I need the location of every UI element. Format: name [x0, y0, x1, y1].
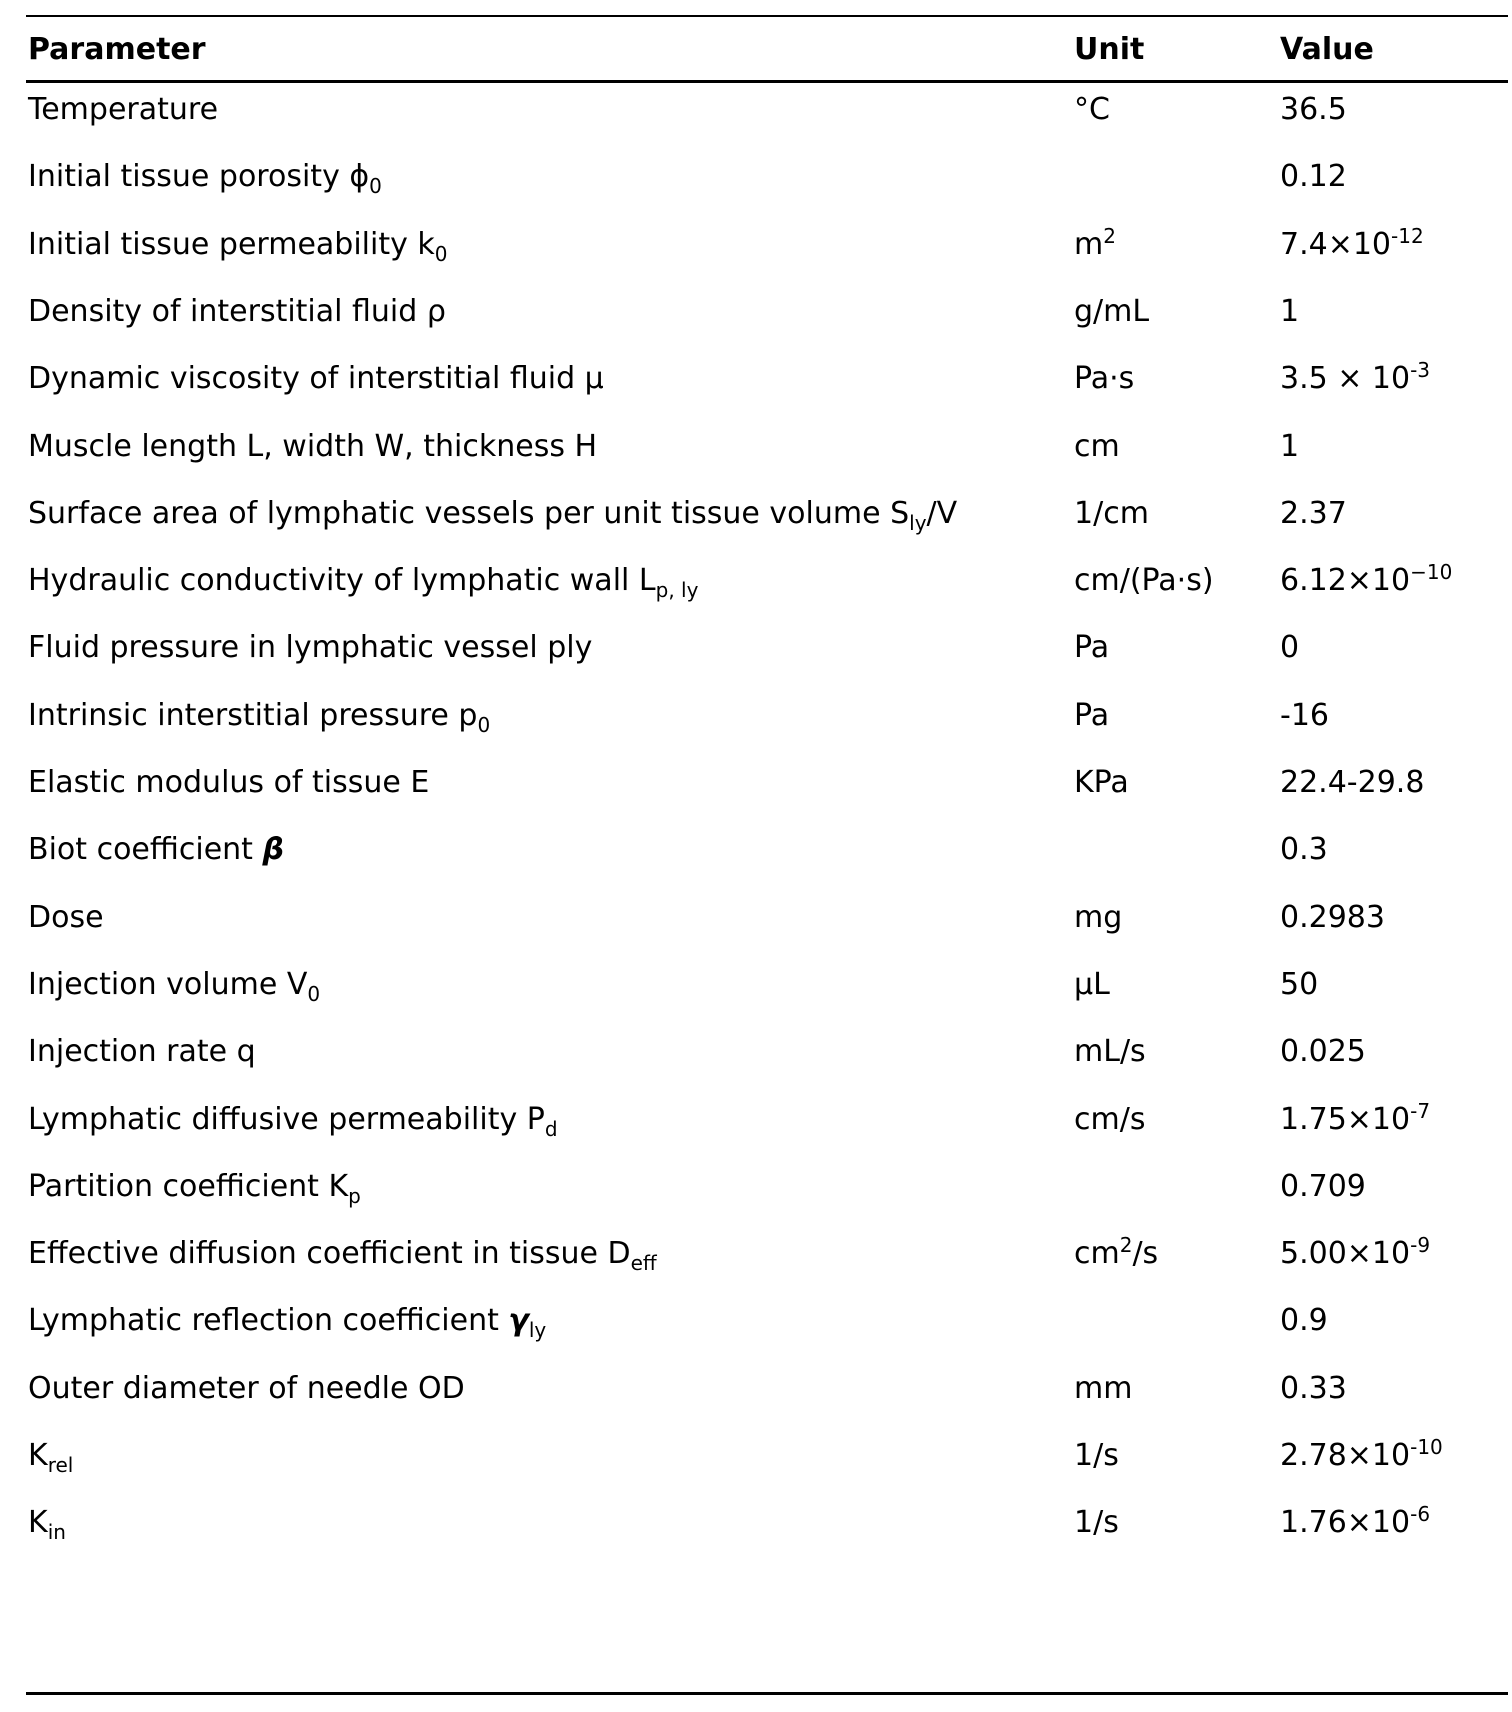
unit-cell — [1074, 1426, 1119, 1486]
parameter-label: Outer diameter of needle OD — [28, 1370, 465, 1406]
unit-cell — [1074, 282, 1149, 342]
unit-text: 1/cm — [1074, 495, 1149, 531]
table-row — [26, 753, 1508, 813]
value-cell — [1280, 888, 1385, 948]
value-cell — [1280, 820, 1328, 880]
unit-superscript: 2 — [1119, 1233, 1133, 1258]
value-exponent: -12 — [1391, 223, 1424, 248]
value-text: 50 — [1280, 966, 1319, 1002]
parameter-cell — [28, 1157, 361, 1217]
value-cell — [1280, 1359, 1347, 1419]
header-value: Value — [1280, 32, 1374, 67]
value-cell — [1280, 618, 1299, 678]
parameter-cell — [28, 147, 382, 207]
unit-text: mg — [1074, 899, 1123, 935]
unit-text: KPa — [1074, 765, 1129, 800]
value-text: 22.4-29.8 — [1280, 765, 1425, 800]
parameter-label: Dose — [28, 899, 104, 935]
value-exponent: -10 — [1410, 1435, 1443, 1459]
parameter-cell — [28, 551, 698, 611]
table-row — [26, 820, 1508, 880]
value-cell — [1280, 282, 1299, 342]
table-top-rule — [26, 15, 1508, 17]
unit-superscript: 2 — [1103, 223, 1116, 248]
value-cell — [1280, 1426, 1443, 1486]
table-row — [26, 1291, 1508, 1351]
unit-cell — [1074, 753, 1129, 813]
unit-cell — [1074, 484, 1149, 544]
value-text: 36.5 — [1280, 92, 1347, 127]
parameter-label: Density of interstitial fluid ρ — [28, 293, 446, 329]
parameter-cell — [28, 282, 446, 342]
parameter-label: Effective diffusion coefficient in tissue D — [28, 1236, 631, 1272]
parameter-label: Muscle length L, width W, thickness H — [28, 428, 598, 464]
unit-text: 1/s — [1074, 1505, 1119, 1541]
value-cell — [1280, 1493, 1430, 1553]
parameter-label: Surface area of lymphatic vessels per unit tissue volume S — [28, 495, 910, 531]
value-text: 5.00×10 — [1280, 1236, 1411, 1272]
parameter-cell — [28, 1224, 657, 1284]
value-cell — [1280, 1022, 1366, 1082]
parameter-cell — [28, 1090, 558, 1150]
value-cell — [1280, 1090, 1430, 1150]
unit-text: mL/s — [1074, 1034, 1146, 1070]
unit-text: Pa — [1074, 697, 1110, 733]
unit-text: Pa·s — [1074, 361, 1135, 397]
value-cell — [1280, 147, 1347, 207]
parameter-label: Fluid pressure in lymphatic vessel ply — [28, 630, 593, 666]
parameter-subscript: ly — [528, 1318, 547, 1343]
value-cell — [1280, 686, 1329, 746]
unit-cell — [1074, 80, 1110, 140]
table-row — [26, 147, 1508, 207]
parameter-cell — [28, 1426, 73, 1486]
unit-text: mm — [1074, 1370, 1133, 1406]
table-row — [26, 484, 1508, 544]
value-cell — [1280, 955, 1318, 1015]
parameter-cell — [28, 1359, 465, 1419]
table-row — [26, 1022, 1508, 1082]
value-cell — [1280, 484, 1347, 544]
parameter-cell — [28, 215, 448, 275]
value-text: 0.025 — [1280, 1034, 1366, 1070]
parameter-cell — [28, 1291, 546, 1351]
value-text: 3.5 × 10 — [1280, 361, 1411, 397]
table-row — [26, 955, 1508, 1015]
unit-cell — [1074, 1224, 1158, 1284]
unit-text: cm/s — [1074, 1101, 1146, 1137]
parameter-subscript: 0 — [369, 174, 382, 199]
parameter-cell — [28, 1493, 66, 1553]
value-text: 0.33 — [1280, 1370, 1347, 1406]
parameter-label: Hydraulic conductivity of lymphatic wall L — [28, 563, 656, 599]
value-cell — [1280, 753, 1424, 813]
value-text: 0.3 — [1280, 832, 1328, 868]
parameter-label: Initial tissue porosity ϕ — [28, 159, 370, 195]
parameter-cell — [28, 80, 218, 140]
unit-text: cm — [1074, 1236, 1120, 1272]
parameter-cell — [28, 955, 320, 1015]
parameter-label: Biot coefficient — [28, 832, 263, 868]
table-row — [26, 1090, 1508, 1150]
parameter-label: Injection volume V — [28, 966, 308, 1002]
parameter-label: Initial tissue permeability k — [28, 226, 435, 262]
value-text: 1.76×10 — [1280, 1505, 1411, 1541]
table-row — [26, 888, 1508, 948]
parameter-label: K — [28, 1438, 48, 1473]
unit-text: g/mL — [1074, 293, 1150, 329]
value-text: 1.75×10 — [1280, 1101, 1411, 1137]
value-exponent: -9 — [1410, 1233, 1431, 1258]
parameter-symbol: γ — [508, 1303, 529, 1339]
unit-text: cm — [1074, 428, 1120, 464]
parameter-cell — [28, 1022, 256, 1082]
value-text: 1 — [1280, 293, 1300, 329]
value-cell — [1280, 1157, 1366, 1217]
unit-text: Pa — [1074, 630, 1110, 666]
value-exponent: -6 — [1410, 1502, 1431, 1527]
parameter-label: Partition coefficient K — [28, 1168, 349, 1204]
parameter-subscript: 0 — [477, 712, 491, 737]
parameter-cell — [28, 820, 284, 880]
parameter-cell — [28, 417, 597, 477]
unit-cell — [1074, 215, 1116, 275]
parameter-subscript: 0 — [307, 981, 321, 1006]
parameter-cell — [28, 888, 104, 948]
unit-cell — [1074, 1090, 1145, 1150]
parameter-cell — [28, 484, 957, 544]
value-cell — [1280, 349, 1430, 409]
unit-cell — [1074, 1493, 1119, 1553]
unit-cell — [1074, 551, 1214, 611]
table-row — [26, 80, 1508, 140]
parameter-subscript: 0 — [434, 241, 448, 266]
value-cell — [1280, 417, 1299, 477]
value-text: 0.9 — [1280, 1303, 1328, 1339]
unit-suffix: /s — [1132, 1236, 1159, 1272]
unit-cell — [1074, 349, 1134, 409]
value-exponent: −10 — [1410, 560, 1453, 585]
table-header-row — [26, 25, 1508, 75]
value-cell — [1280, 80, 1347, 140]
parameter-subscript: p — [348, 1183, 361, 1208]
parameter-symbol: β — [262, 832, 284, 868]
parameter-subscript: eff — [630, 1251, 657, 1276]
parameter-subscript: d — [544, 1116, 558, 1141]
parameter-subscript: p, ly — [655, 578, 699, 603]
parameter-label: K — [28, 1505, 48, 1541]
parameter-cell — [28, 349, 604, 409]
header-parameter: Parameter — [28, 32, 206, 67]
parameter-label: Lymphatic reflection coefficient — [28, 1303, 509, 1339]
table-row — [26, 417, 1508, 477]
value-text: -16 — [1280, 697, 1329, 733]
parameter-label: Lymphatic diffusive permeability P — [28, 1101, 545, 1137]
table-row — [26, 1359, 1508, 1419]
unit-cell — [1074, 888, 1122, 948]
unit-text: °C — [1074, 92, 1110, 127]
parameter-subscript: ly — [909, 510, 927, 535]
value-cell — [1280, 1291, 1328, 1351]
unit-text: 1/s — [1074, 1438, 1119, 1473]
value-cell — [1280, 215, 1424, 275]
table-row — [26, 1493, 1508, 1553]
value-text: 0.709 — [1280, 1168, 1366, 1204]
parameter-label: Temperature — [28, 92, 219, 127]
table-row — [26, 1224, 1508, 1284]
value-text: 2.78×10 — [1280, 1438, 1411, 1473]
value-cell — [1280, 551, 1452, 611]
parameter-label: Dynamic viscosity of interstitial fluid μ — [28, 361, 604, 397]
table-row — [26, 686, 1508, 746]
value-text: 0.12 — [1280, 159, 1347, 195]
unit-cell — [1074, 618, 1109, 678]
table-row — [26, 349, 1508, 409]
unit-cell — [1074, 1359, 1132, 1419]
parameter-cell — [28, 618, 592, 678]
value-text: 7.4×10 — [1280, 226, 1392, 262]
table-row — [26, 282, 1508, 342]
table-bottom-rule — [26, 1692, 1508, 1695]
header-unit: Unit — [1074, 32, 1145, 67]
table-row — [26, 618, 1508, 678]
table-row — [26, 1426, 1508, 1486]
unit-text: μL — [1074, 966, 1110, 1002]
parameter-cell — [28, 753, 429, 813]
unit-cell — [1074, 1022, 1146, 1082]
table-row — [26, 1157, 1508, 1217]
value-exponent: -3 — [1410, 358, 1431, 383]
parameter-label: Injection rate q — [28, 1034, 256, 1070]
value-text: 0 — [1280, 630, 1300, 666]
unit-cell — [1074, 686, 1109, 746]
parameter-cell — [28, 686, 490, 746]
value-text: 2.37 — [1280, 495, 1347, 531]
unit-cell — [1074, 955, 1110, 1015]
value-cell — [1280, 1224, 1430, 1284]
parameter-label: Elastic modulus of tissue E — [28, 765, 430, 800]
unit-cell — [1074, 417, 1120, 477]
unit-text: cm/(Pa·s) — [1074, 563, 1214, 599]
parameter-subscript: rel — [47, 1453, 74, 1477]
value-text: 1 — [1280, 428, 1300, 464]
table-row — [26, 551, 1508, 611]
value-exponent: -7 — [1410, 1098, 1431, 1123]
parameter-subscript: in — [47, 1520, 66, 1545]
parameter-label-suffix: /V — [926, 495, 958, 531]
parameter-label: Intrinsic interstitial pressure p — [28, 697, 478, 733]
table-row — [26, 215, 1508, 275]
value-text: 6.12×10 — [1280, 563, 1411, 599]
unit-text: m — [1074, 226, 1104, 262]
value-text: 0.2983 — [1280, 899, 1385, 935]
